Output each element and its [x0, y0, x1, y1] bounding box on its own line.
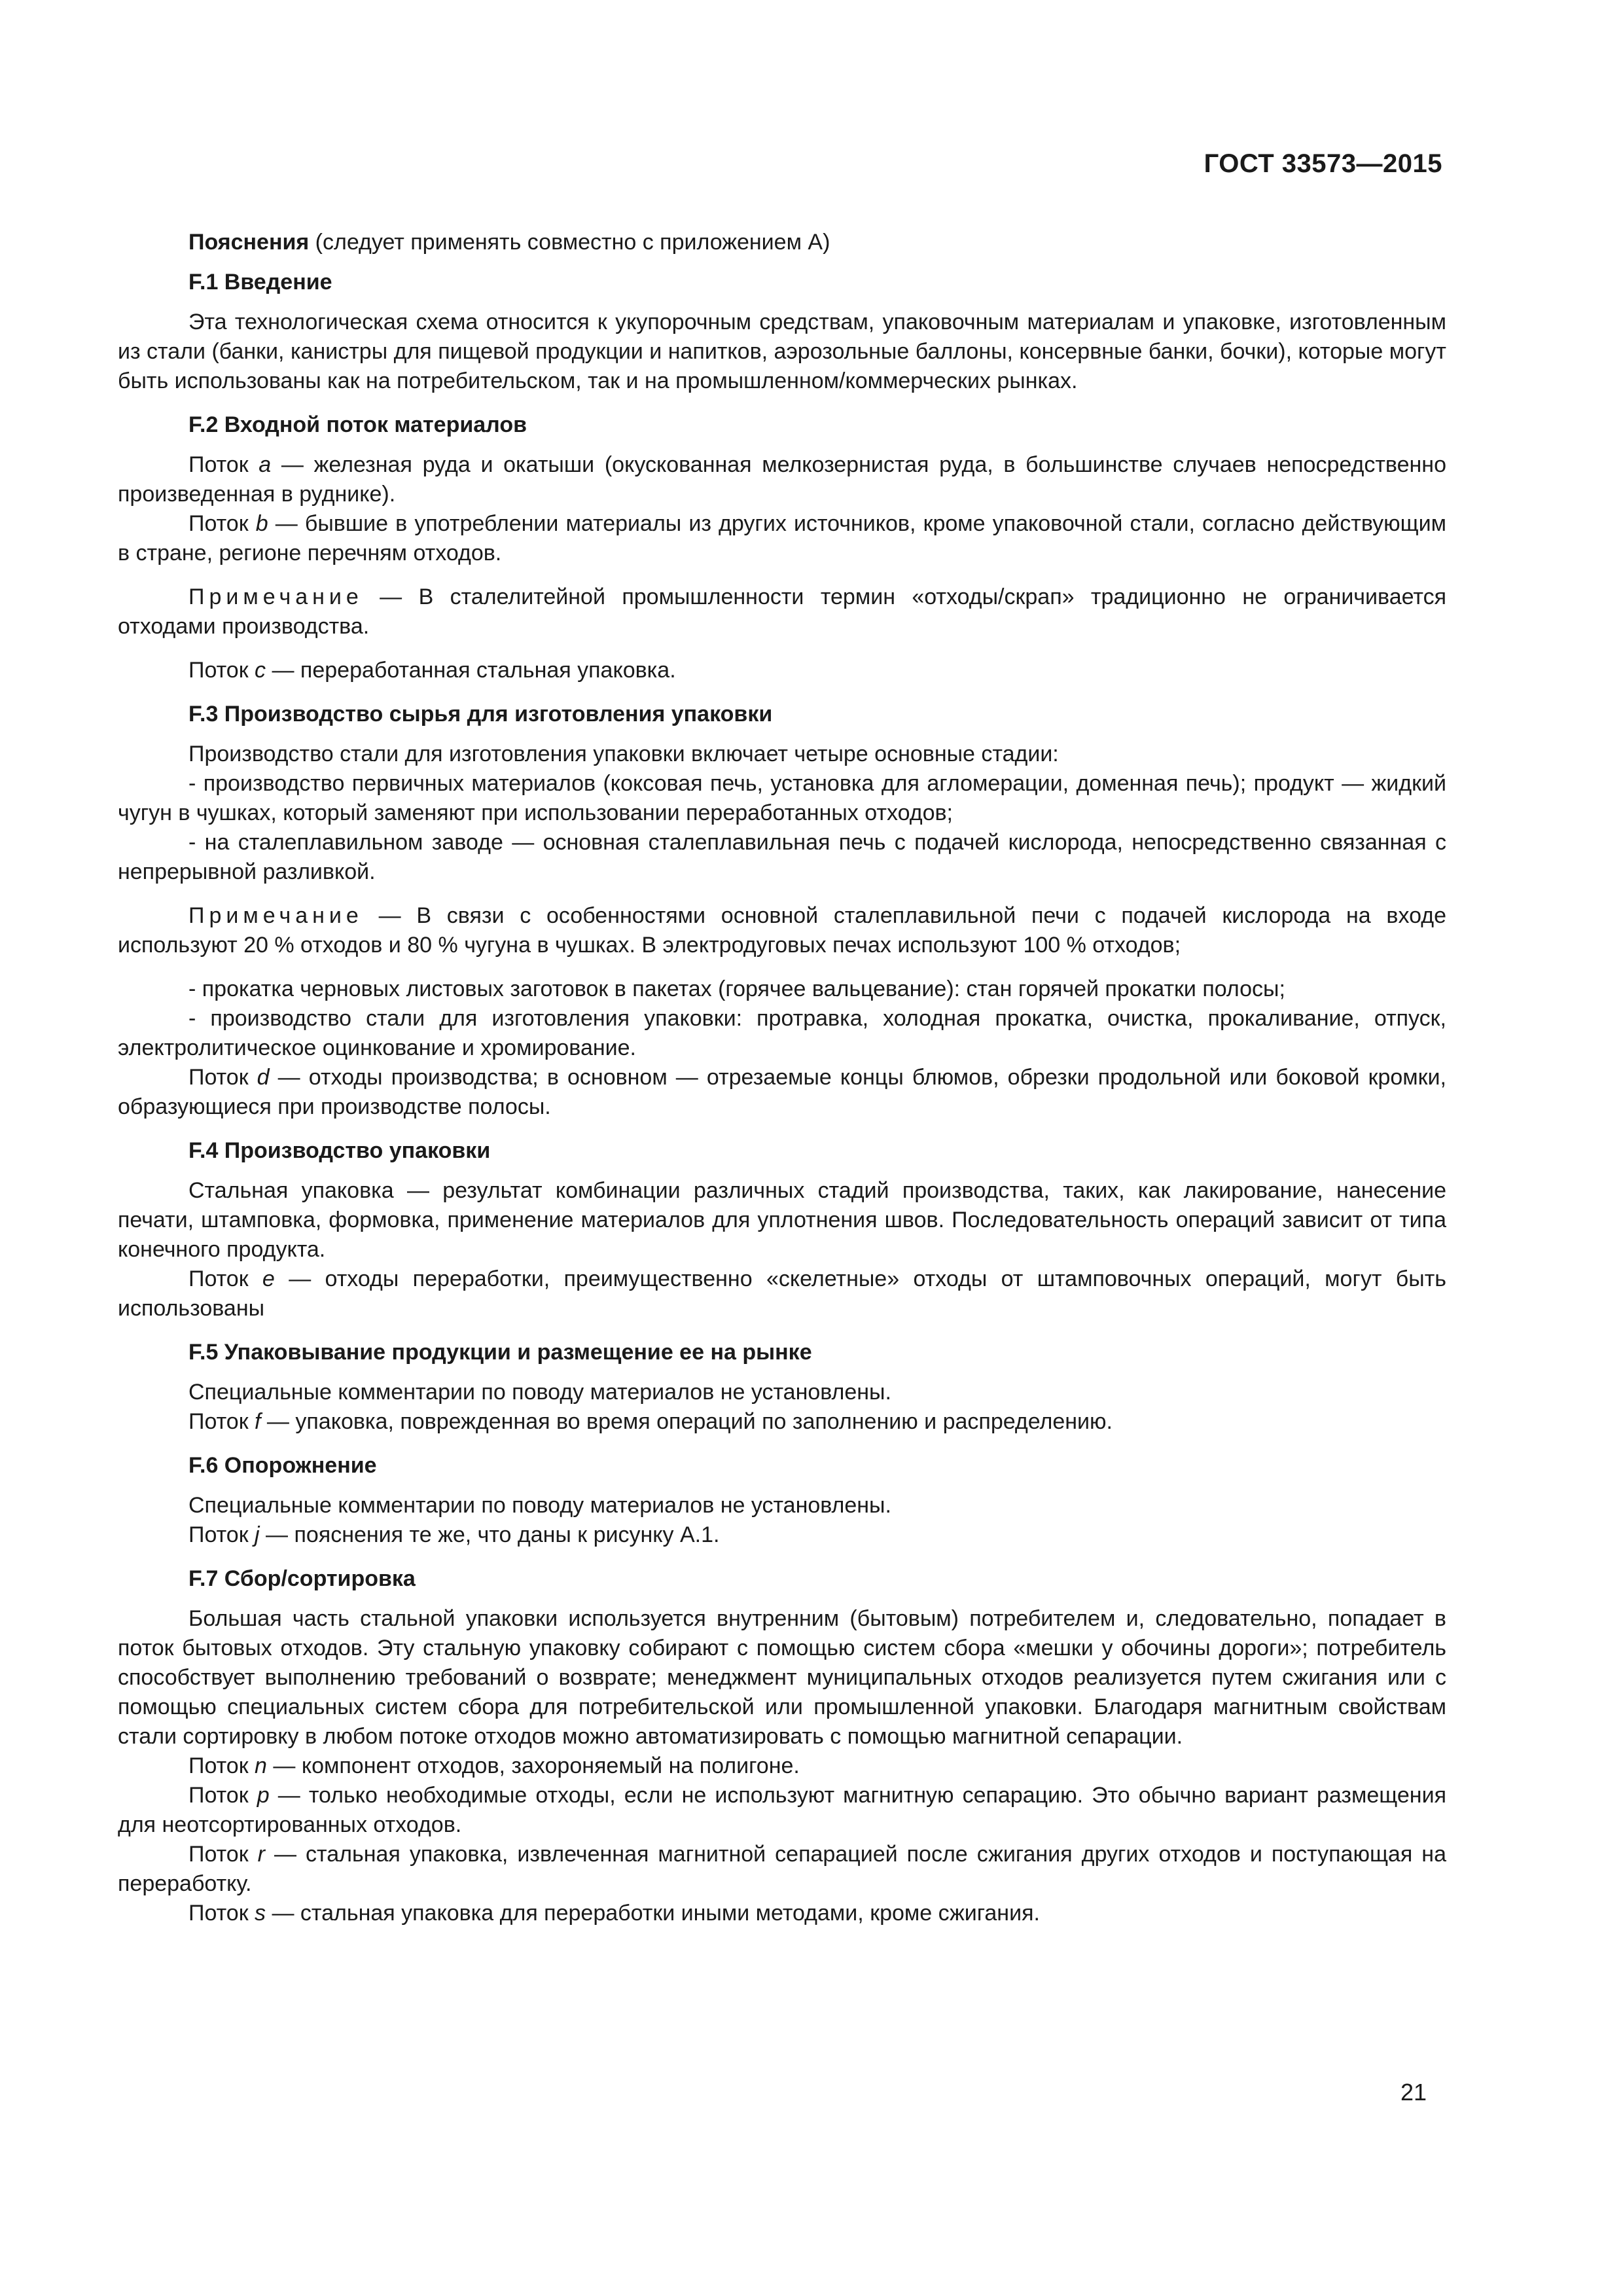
note-f3: [118, 901, 1446, 960]
stream-word: Поток: [188, 1409, 255, 1434]
stream-e-text: — отходы переработки, преимущественно «скелетные» отходы от штамповочных операций, могут быть использованы: [118, 1266, 1446, 1321]
section-f7-title: F.7 Сбор/сортировка: [188, 1566, 416, 1591]
stream-word: Поток: [188, 452, 259, 477]
stream-f-paragraph: [118, 1407, 1446, 1437]
stream-r-letter: r: [257, 1842, 265, 1867]
stream-s-text: — стальная упаковка для переработки иными методами, кроме сжигания.: [266, 1901, 1040, 1926]
stream-d-text: — отходы производства; в основном — отрезаемые концы блюмов, обрезки продольной или боковой кромки, образующиеся при производстве полосы.: [118, 1065, 1446, 1119]
section-f7-paragraph: Большая часть стальной упаковки используется внутренним (бытовым) потребителем и, следовательно, попадает в поток бытовых отходов. Эту стальную упаковку собирают с помощью систем сбора «мешки у обочины дороги»; потребитель способствует выполнению требований о возврате; менеджмент муниципальных отходов реализуется путем сжигания или с помощью специальных систем сбора для потребительской или промышленной упаковки. Благодаря магнитным свойствам стали сортировку в любом потоке отходов можно автоматизировать с помощью магнитной сепарации.: [118, 1606, 1446, 1749]
list-item: - на сталеплавильном заводе — основная сталеплавильная печь с подачей кислорода, непосредственно связанная с непрерывной разливкой.: [118, 830, 1446, 884]
stream-b-text: — бывшие в употреблении материалы из других источников, кроме упаковочной стали, согласно действующим в стране, регионе перечням отходов.: [118, 511, 1446, 565]
stream-j-letter: j: [255, 1522, 260, 1547]
stream-p-text: — только необходимые отходы, если не используют магнитную сепарацию. Это обычно вариант размещения для неотсортированных отходов.: [118, 1783, 1446, 1837]
stream-r-text: — стальная упаковка, извлеченная магнитной сепарацией после сжигания других отходов и поступающая на переработку.: [118, 1842, 1446, 1896]
stream-a-letter: a: [259, 452, 272, 477]
stream-d-paragraph: [118, 1063, 1446, 1122]
document-code: ГОСТ 33573—2015: [1204, 149, 1442, 178]
section-f3-title: F.3 Производство сырья для изготовления упаковки: [188, 702, 773, 726]
section-f6-title: F.6 Опорожнение: [188, 1453, 377, 1478]
section-f5-title: F.5 Упаковывание продукции и размещение ее на рынке: [188, 1340, 812, 1365]
list-item: - производство стали для изготовления упаковки: протравка, холодная прокатка, очистка, прокаливание, отпуск, электролитическое оцинкование и хромирование.: [118, 1006, 1446, 1060]
stream-c-letter: c: [255, 658, 266, 683]
section-f4-title: F.4 Производство упаковки: [188, 1138, 491, 1163]
stream-j-paragraph: [118, 1520, 1446, 1550]
stream-p-letter: p: [257, 1783, 270, 1808]
note-f2: [118, 583, 1446, 641]
section-f6-paragraph: Специальные комментарии по поводу материалов не установлены.: [188, 1493, 891, 1518]
stream-n-letter: n: [255, 1753, 267, 1778]
stream-c-paragraph: [118, 656, 1446, 685]
section-f4-paragraph: Стальная упаковка — результат комбинации различных стадий производства, таких, как лакирование, нанесение печати, штамповка, формовка, применение материалов для уплотнения швов. Последовательность операций зависит от типа конечного продукта.: [118, 1178, 1446, 1262]
section-f1-paragraph: Эта технологическая схема относится к укупорочным средствам, упаковочным материалам и упаковке, изготовленным из стали (банки, канистры для пищевой продукции и напитков, аэрозольные баллоны, консервные банки, бочки), которые могут быть использованы как на потребительском, так и на промышленном/коммерческих рынках.: [118, 310, 1446, 393]
stream-word: Поток: [188, 1753, 255, 1778]
stream-word: Поток: [188, 1266, 262, 1291]
page-number: 21: [1400, 2079, 1427, 2106]
stream-word: Поток: [188, 1783, 257, 1808]
stream-word: Поток: [188, 511, 256, 536]
intro-rest: (следует применять совместно с приложением А): [309, 230, 830, 255]
section-f1-title: F.1 Введение: [188, 270, 332, 295]
stream-s-letter: s: [255, 1901, 266, 1926]
stream-e-letter: e: [262, 1266, 275, 1291]
stream-b-paragraph: [118, 509, 1446, 568]
list-item: - прокатка черновых листовых заготовок в пакетах (горячее вальцевание): стан горячей прокатки полосы;: [188, 977, 1285, 1001]
stream-f-text: — упаковка, поврежденная во время операций по заполнению и распределению.: [260, 1409, 1113, 1434]
section-f5-paragraph: Специальные комментарии по поводу материалов не установлены.: [188, 1380, 891, 1405]
stream-a-text: — железная руда и окатыши (окускованная мелкозернистая руда, в большинстве случаев непосредственно произведенная в руднике).: [118, 452, 1446, 507]
stream-c-text: — переработанная стальная упаковка.: [266, 658, 676, 683]
stream-word: Поток: [188, 1901, 255, 1926]
stream-a-paragraph: [118, 450, 1446, 509]
intro-paragraph: [118, 228, 1446, 257]
stream-word: Поток: [188, 1842, 258, 1867]
note-label: Примечание: [188, 903, 363, 928]
stream-d-letter: d: [257, 1065, 270, 1090]
stream-n-text: — компонент отходов, захороняемый на полигоне.: [266, 1753, 800, 1778]
note-text: — В связи с особенностями основной сталеплавильной печи с подачей кислорода на входе используют 20 % отходов и 80 % чугуна в чушках. В электродуговых печах используют 100 % отходов;: [118, 903, 1446, 958]
stream-b-letter: b: [255, 511, 268, 536]
stream-word: Поток: [188, 658, 255, 683]
note-text: — В сталелитейной промышленности термин «отходы/скрап» традиционно не ограничивается отходами производства.: [118, 584, 1446, 639]
section-f3-paragraph: Производство стали для изготовления упаковки включает четыре основные стадии:: [188, 742, 1059, 766]
stream-s-paragraph: [118, 1899, 1446, 1928]
stream-word: Поток: [188, 1522, 255, 1547]
stream-f-letter: f: [255, 1409, 261, 1434]
stream-word: Поток: [188, 1065, 257, 1090]
stream-p-paragraph: [118, 1781, 1446, 1840]
stream-n-paragraph: [118, 1751, 1446, 1781]
section-f2-title: F.2 Входной поток материалов: [188, 412, 527, 437]
document-body: [118, 228, 1446, 1928]
stream-j-text: — пояснения те же, что даны к рисунку А.1.: [259, 1522, 720, 1547]
intro-bold: Пояснения: [188, 230, 310, 255]
stream-e-paragraph: [118, 1265, 1446, 1323]
stream-r-paragraph: [118, 1840, 1446, 1899]
note-label: Примечание: [188, 584, 363, 609]
list-item: - производство первичных материалов (коксовая печь, установка для агломерации, доменная печь); продукт — жидкий чугун в чушках, который заменяют при использовании переработанных отходов;: [118, 771, 1446, 825]
